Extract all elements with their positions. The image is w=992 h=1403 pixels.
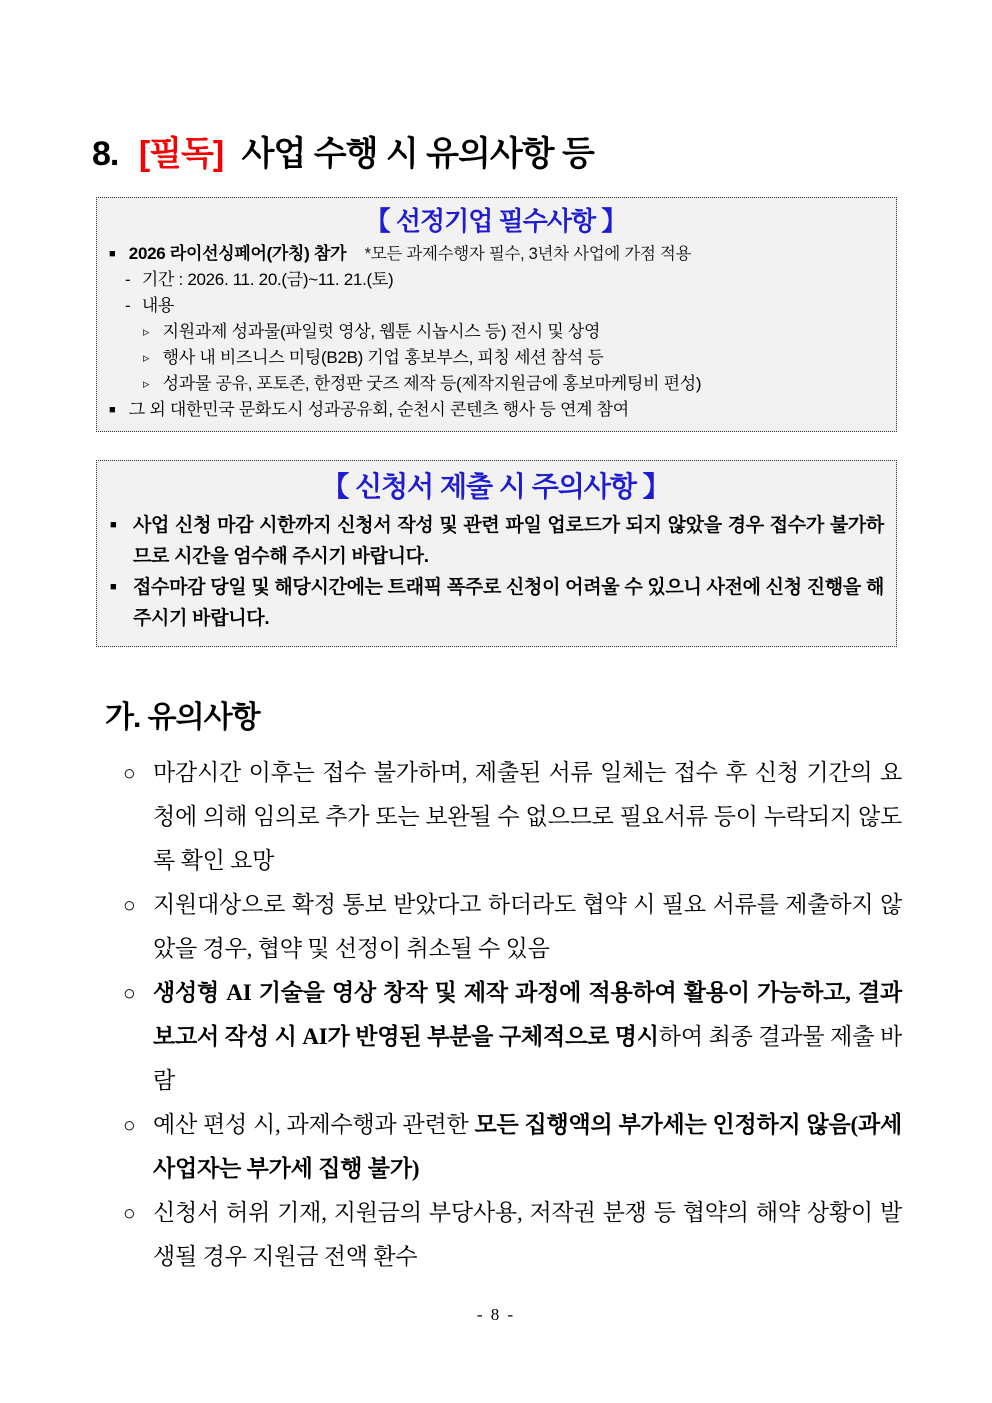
box1-item-fair-title: 2026 라이선싱페어(가칭) 참가 (128, 244, 347, 263)
circle-bullet-icon: ○ (123, 981, 136, 1005)
box1-subitem-exhibit (107, 319, 884, 345)
caution-item-refund (123, 1191, 902, 1279)
caution-text-segment: 예산 편성 시, 과제수행과 관련한 (153, 1112, 475, 1137)
box2-item-deadline (107, 510, 884, 572)
box1-item-etc (107, 397, 884, 423)
box1-item-period (107, 267, 884, 293)
square-bullet-icon: ■ (109, 404, 116, 416)
circle-bullet-icon: ○ (123, 1201, 136, 1225)
title-text: 사업 수행 시 유의사항 등 (241, 135, 594, 173)
caution-item-text (153, 1191, 902, 1279)
box1-item-etc-text: 그 외 대한민국 문화도시 성과공유회, 순천시 콘텐츠 행사 등 연계 참여 (128, 400, 629, 419)
box1-subitem-b2b-text: 행사 내 비즈니스 미팅(B2B) 기업 홍보부스, 피칭 세션 참석 등 (162, 348, 604, 367)
box2-item-traffic (107, 572, 884, 634)
box1-subitem-b2b (107, 345, 884, 371)
box1-item-fair (107, 241, 884, 267)
box1-subitem-goods (107, 371, 884, 397)
caution-item-text (153, 971, 902, 1103)
caution-item-no-late-submission (123, 751, 902, 883)
caution-item-text (153, 883, 902, 971)
square-bullet-icon: ■ (110, 519, 117, 531)
box1-item-contents (107, 293, 884, 319)
circle-bullet-icon: ○ (123, 761, 136, 785)
box1-subitem-exhibit-text: 지원과제 성과물(파일럿 영상, 웹툰 시놉시스 등) 전시 및 상영 (162, 322, 601, 341)
caution-item-vat (123, 1103, 902, 1191)
title-required-flag: [필독] (138, 135, 224, 173)
required-items-box (96, 197, 897, 432)
title-number: 8. (92, 135, 119, 173)
required-items-box-header: 【 선정기업 필수사항 】 (364, 206, 627, 236)
caution-list (123, 751, 902, 1279)
submission-caution-box-header: 【 신청서 제출 시 주의사항 】 (321, 471, 670, 502)
triangle-bullet-icon: ▹ (143, 324, 150, 339)
caution-item-text (153, 1103, 902, 1191)
caution-text-segment: 신청서 허위 기재, 지원금의 부당사용, 저작권 분쟁 등 협약의 해약 상황이 발생될 경우 지원금 전액 환수 (153, 1200, 902, 1269)
box1-subitem-goods-text: 성과물 공유, 포토존, 한정판 굿즈 제작 등(제작지원금에 홍보마케팅비 편성) (162, 374, 702, 393)
box1-item-period-text: 기간 : 2026. 11. 20.(금)~11. 21.(토) (141, 270, 394, 289)
submission-caution-box (96, 460, 897, 647)
caution-item-agreement-docs (123, 883, 902, 971)
box2-item-traffic-text: 접수마감 당일 및 해당시간에는 트래픽 폭주로 신청이 어려울 수 있으니 사전에 신청 진행을 해주시기 바랍니다. (133, 577, 884, 629)
caution-text-segment: 지원대상으로 확정 통보 받았다고 하더라도 협약 시 필요 서류를 제출하지 않았을 경우, 협약 및 선정이 취소될 수 있음 (153, 892, 902, 961)
dash-bullet-icon: - (125, 296, 131, 315)
box1-item-fair-note: *모든 과제수행자 필수, 3년차 사업에 가점 적용 (364, 245, 692, 263)
caution-text-segment: 마감시간 이후는 접수 불가하며, 제출된 서류 일체는 접수 후 신청 기간의 요청에 의해 임의로 추가 또는 보완될 수 없으므로 필요서류 등이 누락되지 않도록 확인 요망 (153, 760, 902, 873)
square-bullet-icon: ■ (110, 581, 117, 593)
triangle-bullet-icon: ▹ (143, 376, 150, 391)
caution-text-segment: 하여 최종 결과물 제출 바람 (153, 1024, 902, 1093)
section-heading: 가. 유의사항 (105, 701, 260, 734)
circle-bullet-icon: ○ (123, 1113, 136, 1137)
caution-text-segment-bold: 생성형 AI 기술을 영상 창작 및 제작 과정에 적용하여 활용이 가능하고, 결과보고서 작성 시 AI가 반영된 부분을 구체적으로 명시 (153, 980, 902, 1049)
circle-bullet-icon: ○ (123, 893, 136, 917)
caution-item-text (153, 751, 902, 883)
page-number: - 8 - (476, 1305, 516, 1324)
caution-item-generative-ai (123, 971, 902, 1103)
caution-text-segment-bold: 모든 집행액의 부가세는 인정하지 않음(과세사업자는 부가세 집행 불가) (153, 1112, 902, 1181)
triangle-bullet-icon: ▹ (143, 350, 150, 365)
page-title (92, 134, 992, 175)
box2-item-deadline-text: 사업 신청 마감 시한까지 신청서 작성 및 관련 파일 업로드가 되지 않았을 경우 접수가 불가하므로 시간을 엄수해 주시기 바랍니다. (133, 515, 884, 567)
dash-bullet-icon: - (125, 270, 131, 289)
square-bullet-icon: ■ (109, 248, 116, 260)
box1-item-contents-text: 내용 (141, 296, 175, 315)
